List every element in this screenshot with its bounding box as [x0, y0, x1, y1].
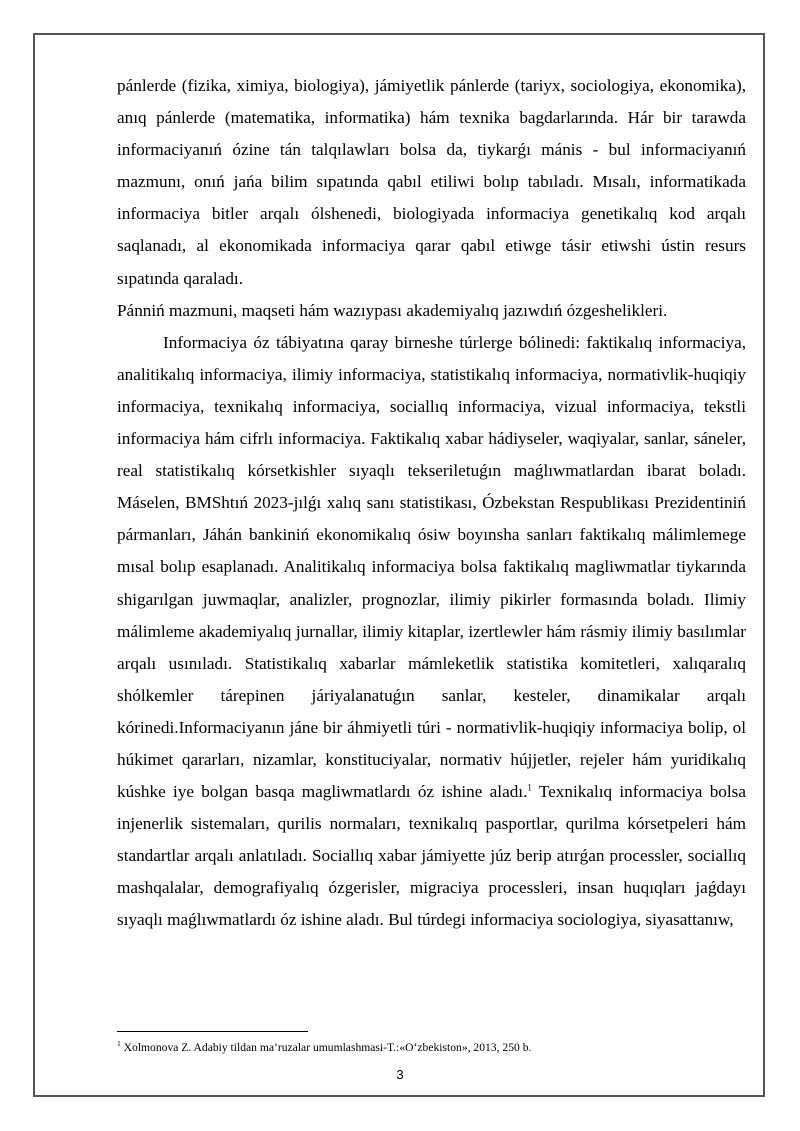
paragraph-1: pánlerde (fizika, ximiya, biologiya), jámiyetlik pánlerde (tariyx, sociologiya, ekonomika), anıq pánlerde (matematika, informatika) hám texnika bagdarlarında. Hár bir tarawda informaciyanıń ózine tán talqılawları bolsa da, tiykarǵı mánis - bul informaciyanıń mazmunı, onıń jańa bilim sıpatında qabıl etiliwi bolıp tabıladı. Mısalı, informatikada informaciya bitler arqalı ólshenedi, biologiyada informaciya genetikalıq kod arqalı saqlanadı, al ekonomikada informaciya qarar qabıl etiwge tásir etiwshi ústin resurs sıpatında qaraladı. [117, 76, 746, 288]
footnote-text: Xolmonova Z. Adabiy tildan ma’ruzalar umumlashmasi-T.:«O‘zbekiston», 2013, 250 b. [120, 1041, 532, 1054]
footnote [117, 1041, 746, 1055]
footnote-separator [117, 1031, 308, 1032]
page-number: 3 [396, 1067, 404, 1082]
section-heading: Pánniń mazmuni, maqseti hám wazıypası akademiyalıq jazıwdıń ózgeshelikleri. [117, 300, 668, 320]
paragraph-3-part-1: Informaciya óz tábiyatına qaray birneshe túrlerge bólinedi: faktikalıq informaciya, analitikalıq informaciya, ilimiy informaciya, statistikalıq informaciya, normativlik-huqiqiy informaciya, texnikalıq informaciya, sociallıq informaciya, vizual informaciya, tekstli informaciya hám cifrlı informaciya. Faktikalıq xabar hádiyseler, waqiyalar, sanlar, sáneler, real statistikalıq kórsetkishler sıyaqlı tekseriletuǵın maǵlıwmatlardan ibarat boladı. Máselen, BMShtıń 2023-jılǵı xalıq sanı statistikası, Ózbekstan Respublikası Prezidentiniń pármanları, Jáhán bankiniń ekonomikalıq ósiw boyınsha sanları faktikalıq málimlemege mısal bolıp esaplanadı. Analitikalıq informaciya bolsa faktikalıq magliwmatlar tiykarında shigarılgan juwmaqlar, analizler, prognozlar, ilimiy pikirler formasında boladı. Ilimiy málimleme akademiyalıq jurnallar, ilimiy kitaplar, izertlewler hám rásmiy ilimiy basılımlar arqalı usınıladı. Statistikalıq xabarlar mámleketlik statistika komitetleri, xalıqaralıq shólkemler tárepinen járiyalanatuǵın sanlar, kesteler, dinamikalar arqalı kórinedi.Informaciyanın jáne bir áhmiyetli túri - normativlik-huqiqiy informaciya bolip, ol húkimet qararları, nizamlar, konstituciyalar, normativ hújjetler, rejeler hám yuridikalıq kúshke iye bolgan basqa magliwmatlardı óz ishine aladı. [117, 332, 746, 802]
paragraph-3 [117, 327, 746, 937]
body-text [117, 70, 746, 937]
footnote-reference[interactable]: 1 [527, 782, 532, 793]
paragraph-3-part-2: Texnikalıq informaciya bolsa injenerlik sistemaları, qurilis normaları, texnikalıq pasportlar, qurilma kórsetpeleri hám standartlar arqalı anlatıladı. Sociallıq xabar jámiyette júz berip atırǵan processler, sociallıq mashqalalar, demografiyalıq ózgerisler, migraciya processleri, insan huqıqları jaǵdayı sıyaqlı maǵlıwmatlardı óz ishine aladı. Bul túrdegi informaciya sociologiya, siyasattanıw, [117, 782, 746, 930]
footnote-number: 1 [117, 1039, 121, 1049]
